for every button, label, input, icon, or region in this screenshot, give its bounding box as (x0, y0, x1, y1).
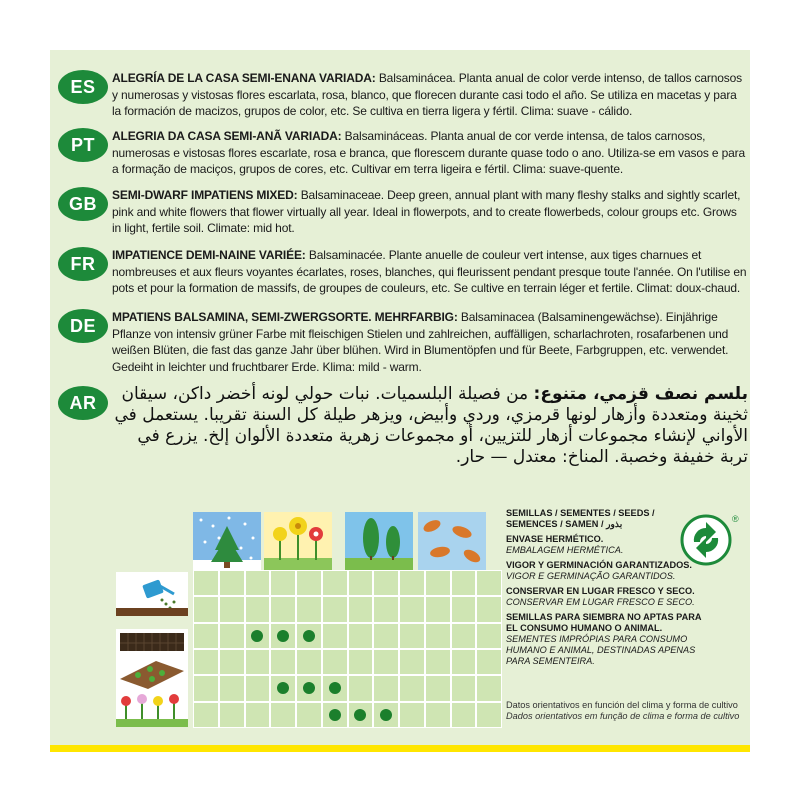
calendar-dot (277, 630, 289, 642)
spring-season-icon (264, 512, 332, 570)
calendar-cell (452, 676, 476, 700)
registered-mark: ® (732, 514, 739, 524)
calendar-dot (303, 630, 315, 642)
calendar-cell (246, 703, 270, 727)
lang-badge-fr: FR (58, 247, 108, 281)
calendar-cell (323, 624, 347, 648)
sowing-calendar-grid (193, 570, 502, 728)
lang-text-pt (112, 128, 748, 178)
calendar-cell (194, 650, 218, 674)
lang-title-ar: بلسم نصف قزمي، متنوع: (533, 384, 748, 404)
calendar-dot (303, 682, 315, 694)
lang-body-de: Balsaminacea (Balsaminengewächse). Einjährige Pflanze von intensiv grüner Farbe mit fleischigen Stielen und zahlreichen, auffälligen, scharlachroten, rosafarbenen und weißen Blüten, die fast das ganze Jahr über blühen. Wird in Blumentöpfen und für Beete, Farbgruppen, etc. verwendet. Gedeiht in leichter und fruchtbarer Erde. Klima: mild - warm. (112, 310, 729, 374)
autumn-season-icon (418, 512, 486, 570)
lang-badge-es: ES (58, 70, 108, 104)
calendar-cell (477, 624, 501, 648)
calendar-cell (194, 571, 218, 595)
calendar-cell (477, 571, 501, 595)
calendar-dot (354, 709, 366, 721)
calendar-cell (477, 703, 501, 727)
lang-title-gb: SEMI-DWARF IMPATIENS MIXED: (112, 188, 298, 202)
calendar-cell (452, 703, 476, 727)
calendar-cell (220, 703, 244, 727)
lang-body-ar: من فصيلة البلسميات. نبات حولي لونه أخضر داكن، سيقان ثخينة ومتعددة وأزهار لونها قرمزي، وردي وأبيض، ويزهر طيلة كل السنة تقريبا. يستعمل في الأواني لإنشاء مجموعات أزهار للتزيين، أو مجموعات زهرية متعددة الألوان إلخ. يزرع في تربة خفيفة وخصبة. المناخ: معتدل — حار. (114, 384, 748, 467)
calendar-cell (426, 676, 450, 700)
legend-item-main: VIGOR Y GERMINACIÓN GARANTIZADOS. (506, 560, 692, 570)
calendar-cell (374, 676, 398, 700)
calendar-cell (374, 624, 398, 648)
calendar-cell (323, 571, 347, 595)
calendar-cell (271, 703, 295, 727)
calendar-cell (349, 571, 373, 595)
legend-title-1: SEMILLAS / SEMENTES / SEEDS / (506, 508, 655, 518)
calendar-cell (400, 597, 424, 621)
calendar-cell (452, 650, 476, 674)
calendar-cell (297, 650, 321, 674)
calendar-cell (452, 571, 476, 595)
calendar-cell (297, 597, 321, 621)
calendar-cell (400, 676, 424, 700)
lang-body-es: Balsaminácea. Planta anual de color verde intenso, de tallos carnosos y numerosas y vistosas flores escarlata, rosa, blanco, que florecen durante casi todo el año. Se utiliza en macetas y para la formación de macizos, grupos de color, etc. Se cultiva en tierra ligera y fértil. Clima: suave - cálido. (112, 71, 743, 118)
legend-item-main: CONSERVAR EN LUGAR FRESCO Y SECO. (506, 586, 695, 596)
calendar-cell (220, 571, 244, 595)
calendar-cell (323, 703, 347, 727)
lang-body-pt: Balsamináceas. Planta anual de cor verde intensa, de talos carnosos, numerosas e vistosas flores escarlate, rosa e branca, que florescem durante quase todo o ano. Utiliza-se em vasos e para a formação de maciços, grupos de cores, etc. Cultivar em terra ligeira e fértil. Clima: suave-quente. (112, 129, 746, 176)
calendar-cell (400, 650, 424, 674)
winter-season-icon (193, 512, 261, 570)
calendar-cell (374, 571, 398, 595)
calendar-cell (374, 650, 398, 674)
calendar-cell (349, 703, 373, 727)
footnote-es: Datos orientativos en función del clima y forma de cultivo (506, 700, 738, 710)
calendar-cell (271, 676, 295, 700)
lang-text-ar (112, 384, 748, 468)
lang-title-fr: IMPATIENCE DEMI-NAINE VARIÉE: (112, 248, 306, 262)
lang-block-fr (58, 247, 748, 305)
calendar-cell (349, 676, 373, 700)
lang-badge-pt: PT (58, 128, 108, 162)
lang-block-pt (58, 128, 748, 190)
calendar-dot (251, 630, 263, 642)
legend-item-sub: CONSERVAR EM LUGAR FRESCO E SECO. (506, 597, 695, 607)
calendar-cell (452, 597, 476, 621)
calendar-cell (246, 597, 270, 621)
calendar-cell (220, 650, 244, 674)
legend-item (506, 612, 706, 667)
calendar-cell (400, 703, 424, 727)
flowering-plants-icon (116, 686, 188, 730)
calendar-cell (194, 676, 218, 700)
calendar-cell (220, 624, 244, 648)
calendar-cell (246, 650, 270, 674)
lang-badge-ar: AR (58, 386, 108, 420)
yellow-bottom-stripe (50, 745, 750, 752)
lang-badge-de: DE (58, 309, 108, 343)
legend-item-sub: EMBALAGEM HERMÉTICA. (506, 545, 624, 555)
calendar-cell (477, 650, 501, 674)
lang-block-ar (58, 384, 748, 494)
lang-body-fr: Balsaminacée. Plante anuelle de couleur vert intense, aux tiges charnues et nombreuses et aux fleurs voyantes écarlates, roses, blanches, qui fleurissent pendant presque toute l'année. On l'utilise en pots et pour la formation de massifs, de groupes de couleurs, etc. Se cultive en terrain léger et fertile. Climat: doux-chaud. (112, 248, 747, 295)
lang-text-de (112, 309, 748, 375)
watering-can-icon (116, 572, 188, 616)
footnote-pt: Dados orientativos em função de clima e forma de cultivo (506, 711, 740, 721)
lang-text-fr (112, 247, 748, 297)
calendar-cell (426, 624, 450, 648)
calendar-cell (271, 650, 295, 674)
calendar-cell (374, 597, 398, 621)
lang-block-es (58, 70, 748, 132)
calendar-cell (349, 597, 373, 621)
calendar-cell (271, 624, 295, 648)
calendar-cell (426, 571, 450, 595)
lang-text-es (112, 70, 748, 120)
lang-block-de (58, 309, 748, 383)
calendar-cell (297, 703, 321, 727)
lang-block-gb (58, 187, 748, 245)
calendar-cell (349, 650, 373, 674)
calendar-dot (329, 709, 341, 721)
calendar-cell (271, 597, 295, 621)
calendar-cell (194, 703, 218, 727)
calendar-cell (323, 676, 347, 700)
lang-body-gb: Balsaminaceae. Deep green, annual plant with many fleshy stalks and sightly scarlet, pink and white flowers that flower virtually all year. Ideal in flowerpots, and to create flowerbeds, colour groups etc. Grows in light, fertile soil. Climate: mid hot. (112, 188, 741, 235)
green-dot-recycle-icon (680, 512, 739, 568)
calendar-cell (349, 624, 373, 648)
calendar-cell (452, 624, 476, 648)
footnote (506, 700, 750, 722)
legend-item-main: ENVASE HERMÉTICO. (506, 534, 604, 544)
calendar-cell (271, 571, 295, 595)
legend-item-sub: VIGOR E GERMINAÇÃO GARANTIDOS. (506, 571, 676, 581)
calendar-cell (477, 597, 501, 621)
calendar-cell (246, 571, 270, 595)
legend-title-2: SEMENCES / SAMEN / بذور (506, 519, 623, 529)
summer-season-icon (345, 512, 413, 570)
legend-item (506, 586, 746, 608)
lang-text-gb (112, 187, 748, 237)
calendar-cell (400, 624, 424, 648)
calendar-cell (477, 676, 501, 700)
calendar-cell (194, 624, 218, 648)
calendar-dot (277, 682, 289, 694)
calendar-cell (297, 624, 321, 648)
calendar-dot (380, 709, 392, 721)
calendar-cell (426, 650, 450, 674)
lang-badge-gb: GB (58, 187, 108, 221)
calendar-cell (323, 597, 347, 621)
lang-title-de: MPATIENS BALSAMINA, SEMI-ZWERGSORTE. MEHRFARBIG: (112, 310, 458, 324)
calendar-dot (329, 682, 341, 694)
calendar-cell (194, 597, 218, 621)
calendar-cell (374, 703, 398, 727)
calendar-cell (297, 676, 321, 700)
calendar-cell (220, 597, 244, 621)
lang-title-es: ALEGRÍA DE LA CASA SEMI-ENANA VARIADA: (112, 71, 376, 85)
calendar-cell (297, 571, 321, 595)
calendar-cell (400, 571, 424, 595)
calendar-cell (426, 703, 450, 727)
calendar-cell (246, 624, 270, 648)
calendar-cell (246, 676, 270, 700)
lang-title-pt: ALEGRIA DA CASA SEMI-ANÃ VARIADA: (112, 129, 342, 143)
legend-item-sub: SEMENTES IMPRÓPIAS PARA CONSUMO HUMANO E ANIMAL, DESTINADAS APENAS PARA SEMENTEIRA. (506, 634, 696, 666)
legend-item-main: SEMILLAS PARA SIEMBRA NO APTAS PARA EL CONSUMO HUMANO O ANIMAL. (506, 612, 702, 633)
calendar-cell (220, 676, 244, 700)
calendar-cell (323, 650, 347, 674)
calendar-cell (426, 597, 450, 621)
